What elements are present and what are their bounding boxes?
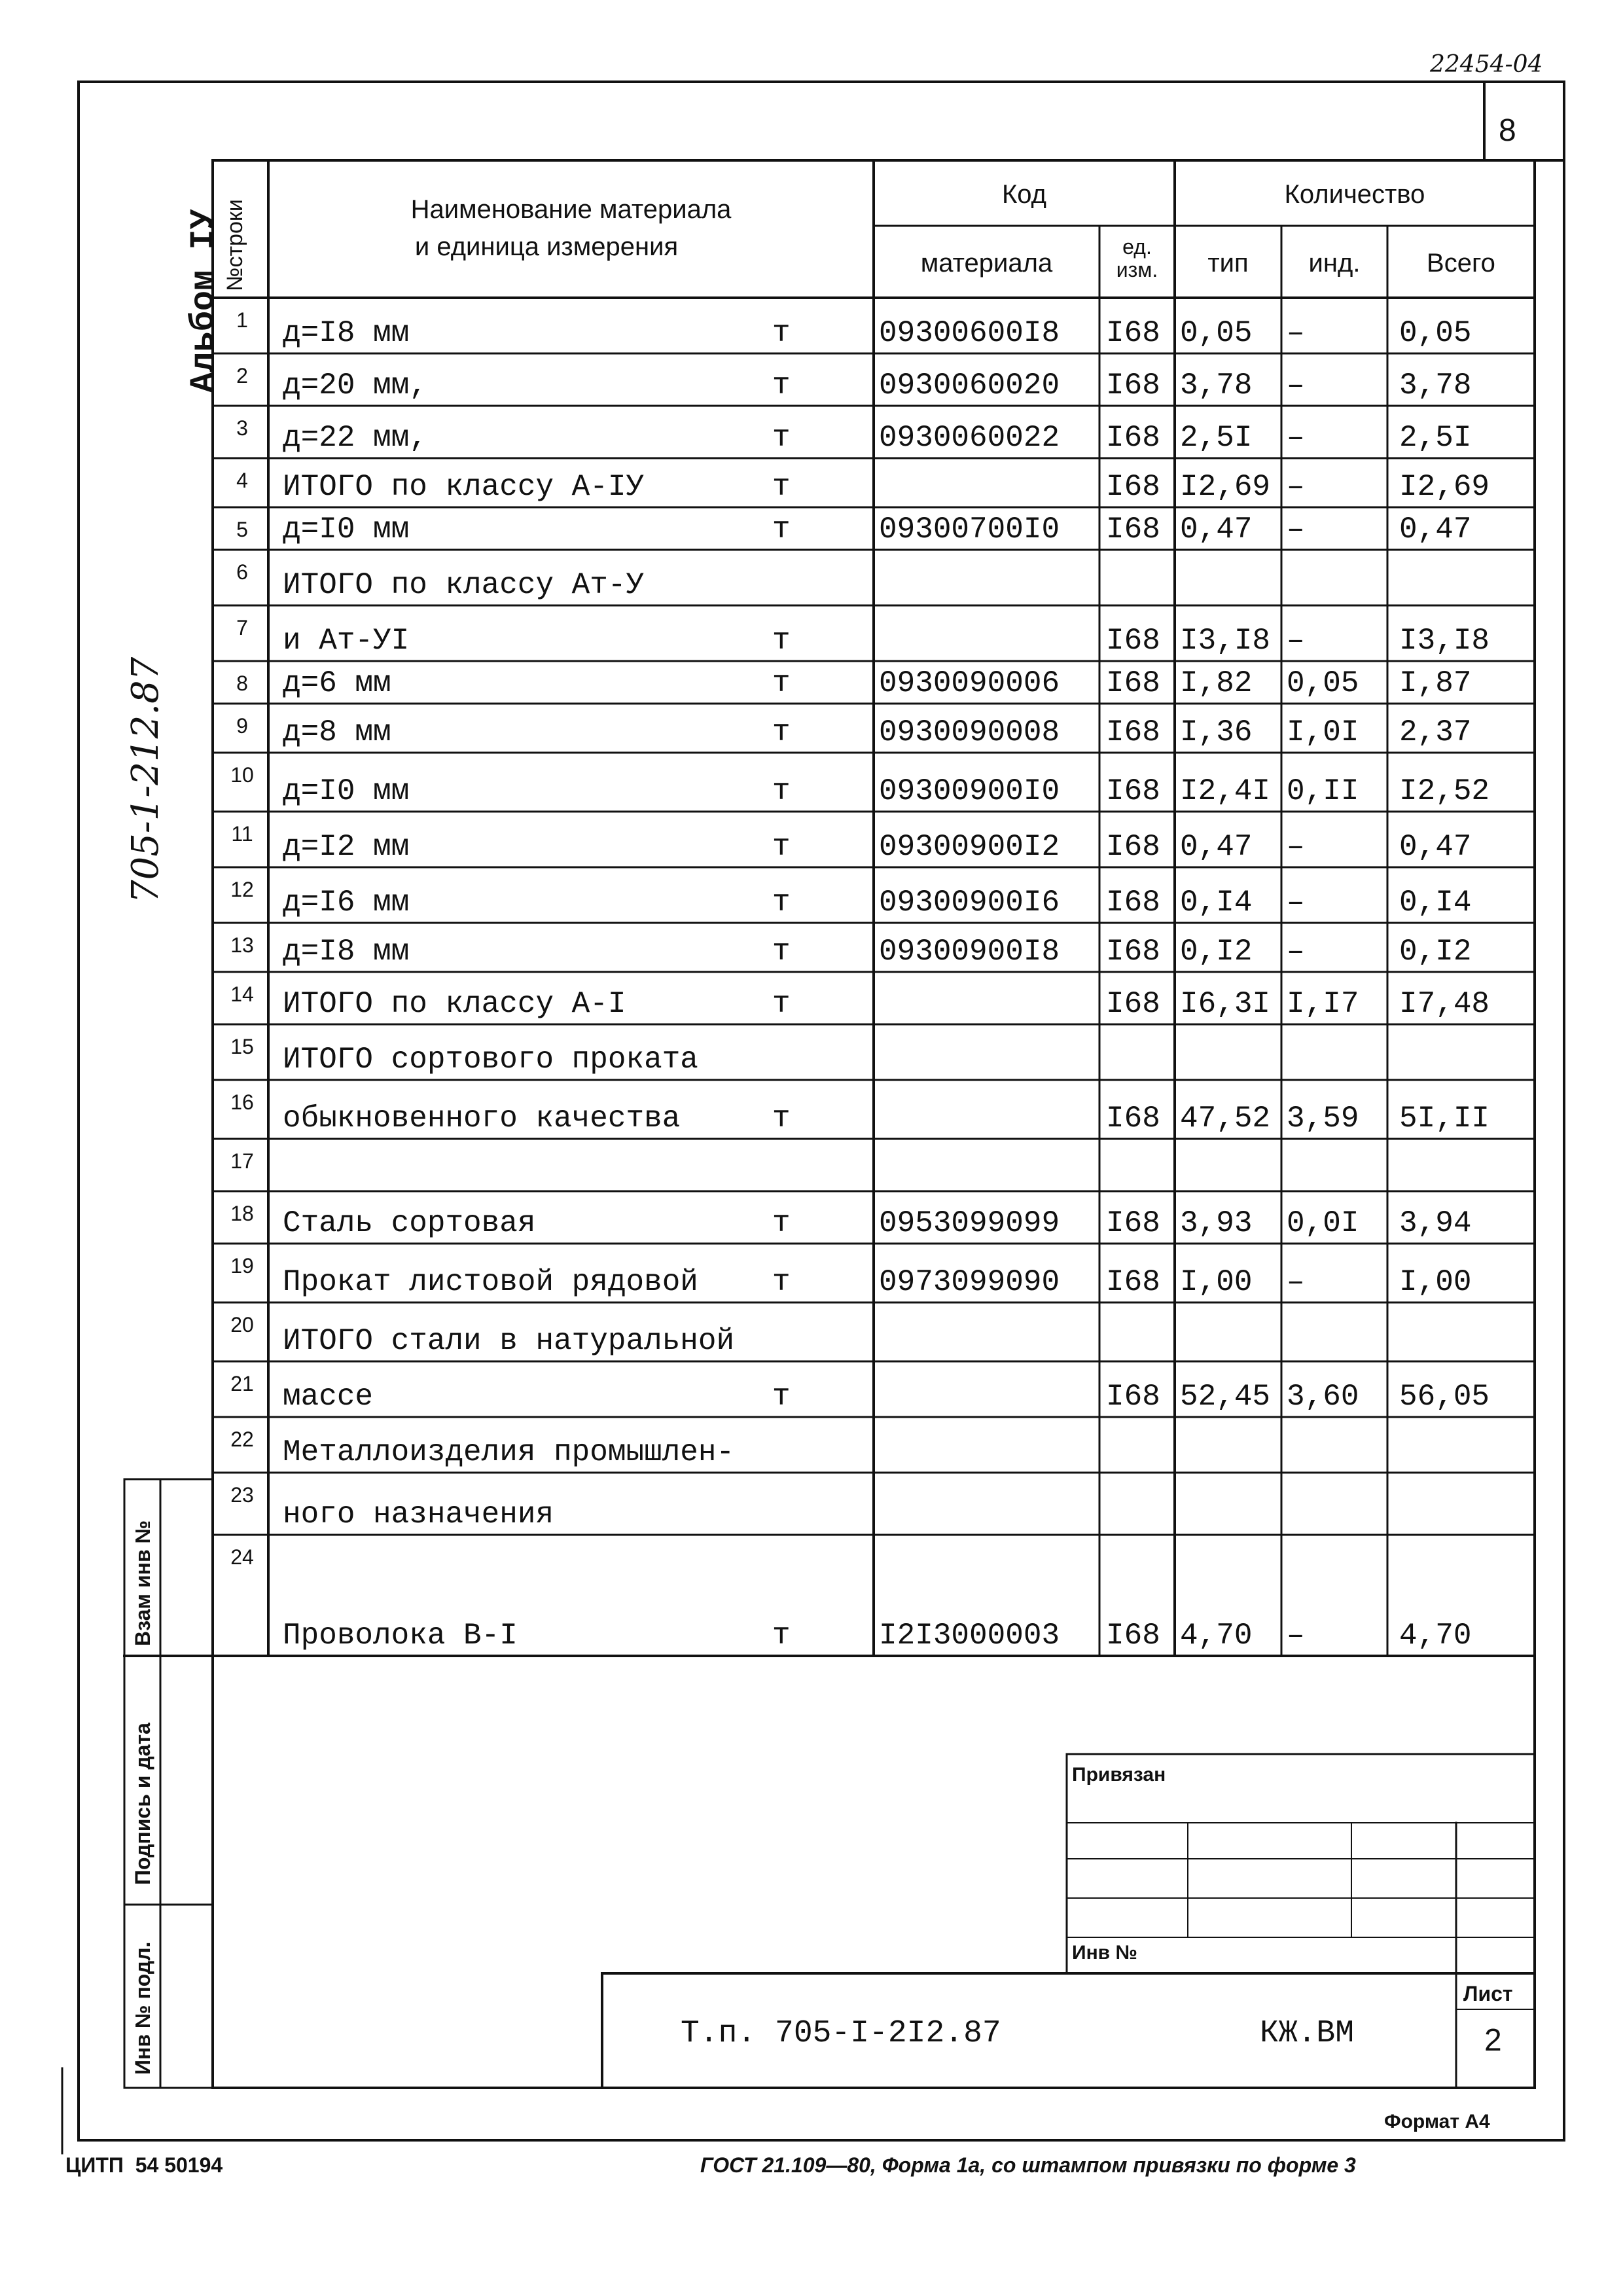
unit-of-measure: т xyxy=(772,1206,791,1240)
qty-ind: 3,59 xyxy=(1287,1102,1359,1136)
album-label: Альбом IУ xyxy=(185,209,223,393)
unit-of-measure: т xyxy=(772,886,791,920)
unit-of-measure: т xyxy=(772,774,791,808)
side-code: 705-1-212.87 xyxy=(124,656,167,903)
unit-of-measure: т xyxy=(772,1102,791,1136)
unit-of-measure: т xyxy=(772,421,791,455)
row-number: 18 xyxy=(230,1202,254,1225)
material-code: 09300900I2 xyxy=(879,830,1060,864)
row-number: 6 xyxy=(236,560,248,584)
material-name: и Ат-УI xyxy=(283,624,410,658)
qty-total: 0,I2 xyxy=(1399,935,1472,969)
row-number: 1 xyxy=(236,308,248,332)
material-name: обыкновенного качества xyxy=(283,1102,681,1136)
unit-code: I68 xyxy=(1106,421,1160,455)
unit-code: I68 xyxy=(1106,1380,1160,1414)
qty-total: 4,70 xyxy=(1399,1619,1472,1653)
podpis-data-label: Подпись и дата xyxy=(131,1723,154,1885)
qty-type: 3,78 xyxy=(1180,368,1253,403)
header-unit: и единица измерения xyxy=(414,232,679,261)
material-name: д=20 мм, xyxy=(283,368,427,403)
unit-of-measure: т xyxy=(772,470,791,504)
header-q-type: тип xyxy=(1207,249,1249,278)
qty-ind: – xyxy=(1287,935,1305,969)
qty-ind: – xyxy=(1287,316,1305,350)
qty-type: I6,3I xyxy=(1180,987,1271,1021)
qty-ind: – xyxy=(1287,512,1305,547)
qty-ind: – xyxy=(1287,470,1305,504)
material-code: I2I3000003 xyxy=(879,1619,1060,1653)
unit-code: I68 xyxy=(1106,715,1160,749)
qty-type: 52,45 xyxy=(1180,1380,1271,1414)
page-number: 8 xyxy=(1499,113,1516,148)
row-number: 5 xyxy=(236,518,248,541)
qty-ind: – xyxy=(1287,624,1305,658)
row-number: 17 xyxy=(230,1149,254,1173)
unit-of-measure: т xyxy=(772,512,791,547)
row-number: 9 xyxy=(236,714,248,738)
qty-total: I2,69 xyxy=(1399,470,1490,504)
qty-ind: 0,0I xyxy=(1287,1206,1359,1240)
qty-total: 3,94 xyxy=(1399,1206,1472,1240)
unit-code: I68 xyxy=(1106,666,1160,700)
material-code: 09300700I0 xyxy=(879,512,1060,547)
inv-podl-label: Инв № подл. xyxy=(131,1941,154,2075)
material-code: 09300900I0 xyxy=(879,774,1060,808)
unit-code: I68 xyxy=(1106,1265,1160,1299)
material-name: ИТОГО по классу А-I xyxy=(283,987,626,1021)
row-number: 12 xyxy=(230,878,254,901)
unit-code: I68 xyxy=(1106,935,1160,969)
designation: Т.п. 705-I-2I2.87 xyxy=(681,2016,1001,2051)
unit-of-measure: т xyxy=(772,1265,791,1299)
qty-ind: – xyxy=(1287,368,1305,403)
qty-type: 0,05 xyxy=(1180,316,1253,350)
row-number: 4 xyxy=(236,469,248,492)
qty-total: I7,48 xyxy=(1399,987,1490,1021)
material-code: 0930090008 xyxy=(879,715,1060,749)
material-name: д=8 мм xyxy=(283,715,391,749)
footer-standard: ГОСТ 21.109—80, Форма 1а, со штампом привязки по форме 3 xyxy=(700,2153,1356,2177)
qty-ind: – xyxy=(1287,1265,1305,1299)
unit-code: I68 xyxy=(1106,830,1160,864)
row-number: 7 xyxy=(236,616,248,639)
unit-of-measure: т xyxy=(772,935,791,969)
material-name: ИТОГО стали в натуральной xyxy=(283,1324,735,1358)
unit-code: I68 xyxy=(1106,470,1160,504)
row-number: 22 xyxy=(230,1427,254,1451)
qty-type: I2,69 xyxy=(1180,470,1271,504)
material-name: д=I8 мм xyxy=(283,316,410,350)
material-name: Прокат листовой рядовой xyxy=(283,1265,698,1299)
material-code: 09300600I8 xyxy=(879,316,1060,350)
material-name: ного назначения xyxy=(283,1498,554,1532)
header-row-no: №строки xyxy=(223,199,247,291)
qty-type: 47,52 xyxy=(1180,1102,1271,1136)
material-code: 0930060020 xyxy=(879,368,1060,403)
material-name: массе xyxy=(283,1380,374,1414)
unit-of-measure: т xyxy=(772,666,791,700)
qty-type: I,82 xyxy=(1180,666,1253,700)
header-q-ind: инд. xyxy=(1308,249,1361,278)
qty-ind: 3,60 xyxy=(1287,1380,1359,1414)
material-name: ИТОГО по классу Ат-У xyxy=(283,568,645,602)
header-q-total: Всего xyxy=(1427,249,1495,278)
qty-total: 0,I4 xyxy=(1399,886,1472,920)
unit-of-measure: т xyxy=(772,624,791,658)
footer-left: ЦИТП 54 50194 xyxy=(65,2153,223,2177)
qty-total: I3,I8 xyxy=(1399,624,1490,658)
qty-total: I,00 xyxy=(1399,1265,1472,1299)
qty-type: 3,93 xyxy=(1180,1206,1253,1240)
row-number: 11 xyxy=(231,822,253,846)
privyazan-label: Привязан xyxy=(1072,1764,1166,1785)
unit-of-measure: т xyxy=(772,368,791,403)
qty-total: I,87 xyxy=(1399,666,1472,700)
row-number: 10 xyxy=(230,763,254,787)
vzam-inv-label: Взам инв № xyxy=(131,1520,154,1646)
unit-of-measure: т xyxy=(772,987,791,1021)
header-name: Наименование материала xyxy=(410,195,732,224)
unit-code: I68 xyxy=(1106,1102,1160,1136)
material-name: д=I0 мм xyxy=(283,774,410,808)
qty-total: 0,47 xyxy=(1399,830,1472,864)
qty-ind: – xyxy=(1287,421,1305,455)
qty-type: 0,I2 xyxy=(1180,935,1253,969)
row-number: 15 xyxy=(230,1035,254,1058)
unit-code: I68 xyxy=(1106,886,1160,920)
row-number: 23 xyxy=(230,1483,254,1507)
qty-total: I2,52 xyxy=(1399,774,1490,808)
row-number: 14 xyxy=(230,982,254,1006)
unit-of-measure: т xyxy=(772,715,791,749)
unit-code: I68 xyxy=(1106,1619,1160,1653)
format-label: Формат А4 xyxy=(1384,2111,1490,2132)
qty-total: 0,05 xyxy=(1399,316,1472,350)
material-name: Сталь сортовая xyxy=(283,1206,536,1240)
qty-ind: I,I7 xyxy=(1287,987,1359,1021)
qty-total: 0,47 xyxy=(1399,512,1472,547)
qty-ind: 0,II xyxy=(1287,774,1359,808)
inv-no-label: Инв № xyxy=(1072,1942,1137,1964)
material-name: Проволока В-I xyxy=(283,1619,518,1653)
unit-of-measure: т xyxy=(772,316,791,350)
qty-type: I2,4I xyxy=(1180,774,1271,808)
material-name: д=I2 мм xyxy=(283,830,410,864)
archive-number: 22454-04 xyxy=(1430,51,1543,78)
row-number: 19 xyxy=(230,1254,254,1278)
qty-type: 4,70 xyxy=(1180,1619,1253,1653)
row-number: 16 xyxy=(230,1090,254,1114)
material-code: 0953099099 xyxy=(879,1206,1060,1240)
qty-total: 56,05 xyxy=(1399,1380,1490,1414)
unit-code: I68 xyxy=(1106,624,1160,658)
material-code: 0930060022 xyxy=(879,421,1060,455)
material-name: д=6 мм xyxy=(283,666,391,700)
qty-total: 2,37 xyxy=(1399,715,1472,749)
row-number: 8 xyxy=(236,672,248,695)
qty-type: 0,47 xyxy=(1180,830,1253,864)
qty-type: I,36 xyxy=(1180,715,1253,749)
unit-code: I68 xyxy=(1106,368,1160,403)
row-number: 13 xyxy=(230,933,254,957)
material-name: д=22 мм, xyxy=(283,421,427,455)
qty-ind: – xyxy=(1287,830,1305,864)
unit-of-measure: т xyxy=(772,1619,791,1653)
material-name: д=I6 мм xyxy=(283,886,410,920)
material-code: 09300900I8 xyxy=(879,935,1060,969)
material-code: 0973099090 xyxy=(879,1265,1060,1299)
row-number: 21 xyxy=(230,1372,254,1395)
qty-ind: I,0I xyxy=(1287,715,1359,749)
header-quantity: Количество xyxy=(1284,180,1425,209)
unit-of-measure: т xyxy=(772,1380,791,1414)
unit-code: I68 xyxy=(1106,987,1160,1021)
qty-total: 5I,II xyxy=(1399,1102,1490,1136)
list-number: 2 xyxy=(1484,2023,1502,2058)
material-name: Металлоизделия промышлен- xyxy=(283,1435,735,1469)
qty-type: I,00 xyxy=(1180,1265,1253,1299)
qty-ind: 0,05 xyxy=(1287,666,1359,700)
document-mark: КЖ.ВМ xyxy=(1260,2016,1355,2051)
qty-total: 2,5I xyxy=(1399,421,1472,455)
unit-code: I68 xyxy=(1106,774,1160,808)
list-label: Лист xyxy=(1463,1982,1513,2005)
qty-type: 0,47 xyxy=(1180,512,1253,547)
header-code-unit: ед. изм. xyxy=(1116,235,1158,282)
header-code-material: материала xyxy=(920,249,1053,278)
material-name: ИТОГО сортового проката xyxy=(283,1043,698,1077)
material-code: 0930090006 xyxy=(879,666,1060,700)
unit-of-measure: т xyxy=(772,830,791,864)
material-name: д=I8 мм xyxy=(283,935,410,969)
qty-total: 3,78 xyxy=(1399,368,1472,403)
material-name: д=I0 мм xyxy=(283,512,410,547)
qty-ind: – xyxy=(1287,886,1305,920)
material-code: 09300900I6 xyxy=(879,886,1060,920)
material-name: ИТОГО по классу А-IУ xyxy=(283,470,645,504)
row-number: 2 xyxy=(236,364,248,387)
row-number: 3 xyxy=(236,416,248,440)
qty-type: 2,5I xyxy=(1180,421,1253,455)
unit-code: I68 xyxy=(1106,316,1160,350)
qty-type: I3,I8 xyxy=(1180,624,1271,658)
qty-ind: – xyxy=(1287,1619,1305,1653)
row-number: 24 xyxy=(230,1545,254,1569)
header-code: Код xyxy=(1001,180,1046,209)
unit-code: I68 xyxy=(1106,1206,1160,1240)
unit-code: I68 xyxy=(1106,512,1160,547)
row-number: 20 xyxy=(230,1313,254,1336)
qty-type: 0,I4 xyxy=(1180,886,1253,920)
